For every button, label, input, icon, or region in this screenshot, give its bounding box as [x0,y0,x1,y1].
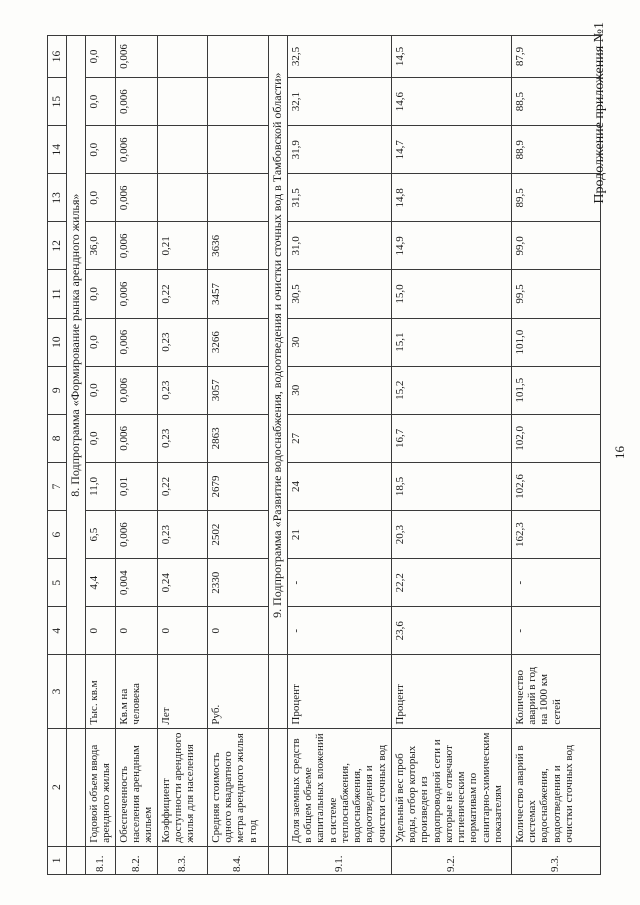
header-cell: 14 [48,126,67,174]
value-cell: 15,0 [391,270,511,318]
value-cell: 99,5 [511,270,600,318]
header-cell: 6 [48,511,67,559]
value-cell: 0,0 [86,36,116,78]
value-cell: 101,5 [511,366,600,414]
value-cell: - [287,607,391,655]
row-id: 8.2. [115,846,157,874]
value-cell: 30 [287,318,391,366]
row-id: 9.1. [287,846,391,874]
section-title: 9. Подпрограмма «Развитие водоснабжения, водоотведения и очистки сточных вод в Тамбовской области» [268,36,287,655]
value-cell: 31,9 [287,126,391,174]
value-cell: 36,0 [86,222,116,270]
row-id: 8.1. [86,846,116,874]
value-cell: 32,1 [287,78,391,126]
table-row [287,36,391,875]
value-cell: 0,006 [115,174,157,222]
value-cell: 88,9 [511,126,600,174]
header-cell: 5 [48,559,67,607]
value-cell: 162,3 [511,511,600,559]
value-cell [157,36,207,78]
value-cell: 14,7 [391,126,511,174]
header-cell: 12 [48,222,67,270]
value-cell: 15,1 [391,318,511,366]
row-name: Коэффициент доступности арендного жилья для населения [157,728,207,846]
value-cell: 2863 [207,414,268,462]
value-cell [157,78,207,126]
value-cell: 0,24 [157,559,207,607]
value-cell [207,78,268,126]
value-cell: 14,8 [391,174,511,222]
value-cell: 30 [287,366,391,414]
value-cell: 31,5 [287,174,391,222]
value-cell: 3636 [207,222,268,270]
value-cell: 6,5 [86,511,116,559]
value-cell: 0,23 [157,318,207,366]
value-cell [207,126,268,174]
value-cell: - [511,607,600,655]
value-cell: 0 [157,607,207,655]
value-cell: 0,006 [115,511,157,559]
value-cell: 31,0 [287,222,391,270]
value-cell: 27 [287,414,391,462]
value-cell: 0,006 [115,36,157,78]
row-name: Средняя стоимость одного квадратного метра арендного жилья в год [207,728,268,846]
value-cell [207,36,268,78]
table-row [391,36,511,875]
value-cell: 89,5 [511,174,600,222]
value-cell: 99,0 [511,222,600,270]
value-cell: 11,0 [86,462,116,510]
value-cell: 0,0 [86,414,116,462]
value-cell: 102,0 [511,414,600,462]
row-unit: Лет [157,655,207,728]
row-name: Доля заемных средств в общем объеме капитальных вложений в системе теплоснабжения, водоснабжения, водоотведения и очистки сточных вод [287,728,391,846]
value-cell: 2679 [207,462,268,510]
section-row [67,36,86,875]
value-cell: 0,006 [115,78,157,126]
header-cell: 10 [48,318,67,366]
value-cell [157,174,207,222]
value-cell: 0,006 [115,414,157,462]
row-name: Обеспеченность населения арендным жильем [115,728,157,846]
value-cell: 32,5 [287,36,391,78]
value-cell: 0,01 [115,462,157,510]
value-cell: 87,9 [511,36,600,78]
value-cell: 0,23 [157,414,207,462]
value-cell: 0,0 [86,126,116,174]
value-cell: 0,0 [86,318,116,366]
value-cell: 0,006 [115,126,157,174]
value-cell: 0,22 [157,270,207,318]
value-cell: 0,006 [115,366,157,414]
table-row [157,36,207,875]
header-row [48,36,67,875]
header-cell: 3 [48,655,67,728]
indicators-table [47,35,601,875]
page-number: 16 [612,446,627,459]
value-cell: 16,7 [391,414,511,462]
value-cell [157,126,207,174]
row-unit: Руб. [207,655,268,728]
value-cell: 24 [287,462,391,510]
value-cell [207,174,268,222]
value-cell: 23,6 [391,607,511,655]
value-cell: 14,5 [391,36,511,78]
value-cell: 0,0 [86,270,116,318]
value-cell: 0,23 [157,511,207,559]
value-cell: - [511,559,600,607]
value-cell: 0 [115,607,157,655]
row-name: Удельный вес проб воды, отбор которых произведен из водопроводной сети и которые не отвечают гигиеническим нормативам по санитарно-химическим показателям [391,728,511,846]
row-unit: Тыс. кв.м [86,655,116,728]
header-cell: 1 [48,846,67,874]
value-cell: 20,3 [391,511,511,559]
row-id: 9.2. [391,846,511,874]
value-cell: 15,2 [391,366,511,414]
value-cell: 3457 [207,270,268,318]
header-cell: 4 [48,607,67,655]
value-cell: - [287,559,391,607]
row-unit: Процент [287,655,391,728]
value-cell: 0,006 [115,318,157,366]
table-row [207,36,268,875]
table-row [86,36,116,875]
header-cell: 16 [48,36,67,78]
header-cell: 15 [48,78,67,126]
header-cell: 2 [48,728,67,846]
header-cell: 9 [48,366,67,414]
value-cell: 3057 [207,366,268,414]
section-row [268,36,287,875]
row-name: Количество аварий в системах водоснабжения, водоотведения и очистки сточных вод [511,728,600,846]
value-cell: 0,0 [86,78,116,126]
row-name: Годовой объем ввода арендного жилья [86,728,116,846]
value-cell: 2502 [207,511,268,559]
continuation-note: Продолжение приложения №1 [592,22,607,204]
table-row [115,36,157,875]
value-cell: 0,23 [157,366,207,414]
value-cell: 0,0 [86,174,116,222]
section-title: 8. Подпрограмма «Формирование рынка арендного жилья» [67,36,86,655]
row-id: 8.4. [207,846,268,874]
row-id: 9.3. [511,846,600,874]
value-cell: 88,5 [511,78,600,126]
row-unit: Кв.м на человека [115,655,157,728]
row-id: 8.3. [157,846,207,874]
row-unit: Процент [391,655,511,728]
value-cell: 4,4 [86,559,116,607]
value-cell: 0,21 [157,222,207,270]
header-cell: 13 [48,174,67,222]
value-cell: 18,5 [391,462,511,510]
value-cell: 22,2 [391,559,511,607]
value-cell: 0,004 [115,559,157,607]
value-cell: 102,6 [511,462,600,510]
value-cell: 30,5 [287,270,391,318]
value-cell: 3266 [207,318,268,366]
value-cell: 0,0 [86,366,116,414]
value-cell: 0,22 [157,462,207,510]
row-unit: Количество аварий в год на 1000 км сетей [511,655,600,728]
header-cell: 11 [48,270,67,318]
value-cell: 14,9 [391,222,511,270]
table-row [511,36,600,875]
value-cell: 0,006 [115,270,157,318]
value-cell: 101,0 [511,318,600,366]
value-cell: 0 [86,607,116,655]
value-cell: 2330 [207,559,268,607]
value-cell: 21 [287,511,391,559]
value-cell: 0 [207,607,268,655]
value-cell: 14,6 [391,78,511,126]
header-cell: 7 [48,462,67,510]
header-cell: 8 [48,414,67,462]
value-cell: 0,006 [115,222,157,270]
